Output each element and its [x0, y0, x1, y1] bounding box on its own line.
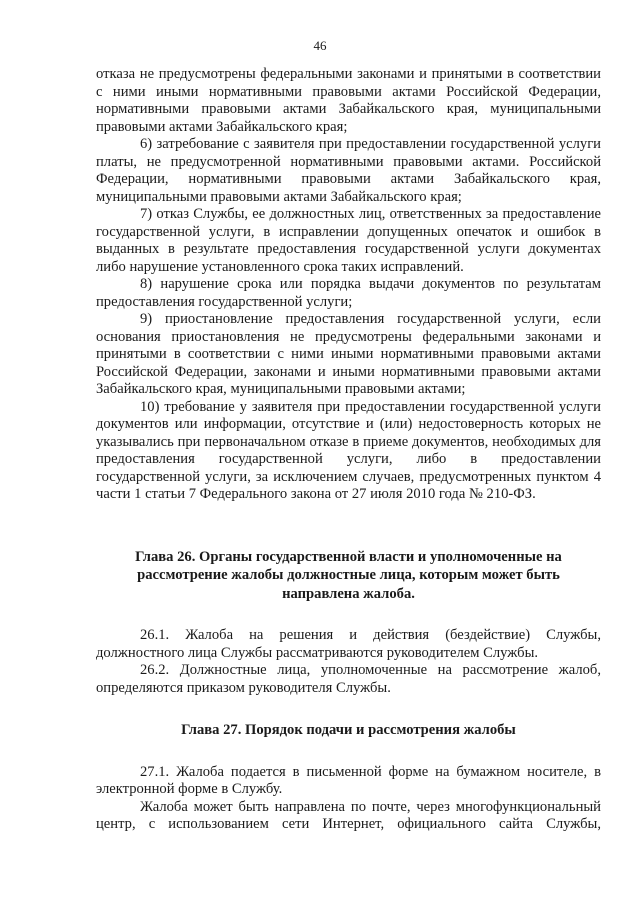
- paragraph-27-1: 27.1. Жалоба подается в письменной форме на бумажном носителе, в электронной форме в Службу.: [96, 763, 601, 797]
- paragraph: отказа не предусмотрены федеральными законами и принятыми в соответствии с ними иными нормативными правовыми актами Российской Федерации, нормативными правовыми актами Забайкальского края, муниципальными правовыми актами Забайкальского края;: [96, 66, 601, 135]
- paragraph: 9) приостановление предоставления государственной услуги, если основания приостановления не предусмотрены федеральными законами и принятыми в соответствии с ними иными нормативными правовыми актами Российской Федерации, законами и иными нормативными правовыми актами Забайкальского края, муниципальными правовыми актами;: [96, 311, 601, 397]
- chapter-26-heading: [96, 548, 601, 604]
- paragraph-27-2: Жалоба может быть направлена по почте, через многофункциональный центр, с использованием сети Интернет, официального сайта Службы,: [96, 798, 601, 832]
- paragraph: 10) требование у заявителя при предоставлении государственной услуги документов или информации, отсутствие и (или) недостоверность которых не указывались при первоначальном отказе в приеме документов, необходимых для предоставления государственной услуги, либо в предоставлении государственной услуги, за исключением случаев, предусмотренных пунктом 4 части 1 статьи 7 Федерального закона от 27 июля 2010 года № 210-ФЗ.: [96, 398, 601, 502]
- chapter-26-title-line-2: рассмотрение жалобы должностные лица, которым может быть: [137, 567, 560, 583]
- paragraph: 7) отказ Службы, ее должностных лиц, ответственных за предоставление государственной услуги, в исправлении допущенных опечаток и ошибок в выданных в результате предоставления государственной услуги документах либо нарушение установленного срока таких исправлений.: [96, 206, 601, 275]
- paragraph-26-2: 26.2. Должностные лица, уполномоченные на рассмотрение жалоб, определяются приказом руководителя Службы.: [96, 662, 601, 696]
- page-number: 46: [313, 38, 327, 53]
- chapter-27-heading: Глава 27. Порядок подачи и рассмотрения жалобы: [181, 722, 516, 738]
- document-body: [96, 66, 601, 834]
- paragraph: 8) нарушение срока или порядка выдачи документов по результатам предоставления государственной услуги;: [96, 276, 601, 310]
- chapter-26-title-line-3: направлена жалоба.: [282, 585, 415, 602]
- paragraph-26-1: 26.1. Жалоба на решения и действия (бездействие) Службы, должностного лица Службы рассматриваются руководителем Службы.: [96, 627, 601, 661]
- paragraph: 6) затребование с заявителя при предоставлении государственной услуги платы, не предусмотренной нормативными правовыми актами. Российской Федерации, нормативными правовыми актами Забайкальского края, муниципальными правовыми актами Забайкальского края;: [96, 136, 601, 205]
- chapter-26-title-line-1: Глава 26. Органы государственной власти и уполномоченные на: [135, 548, 562, 565]
